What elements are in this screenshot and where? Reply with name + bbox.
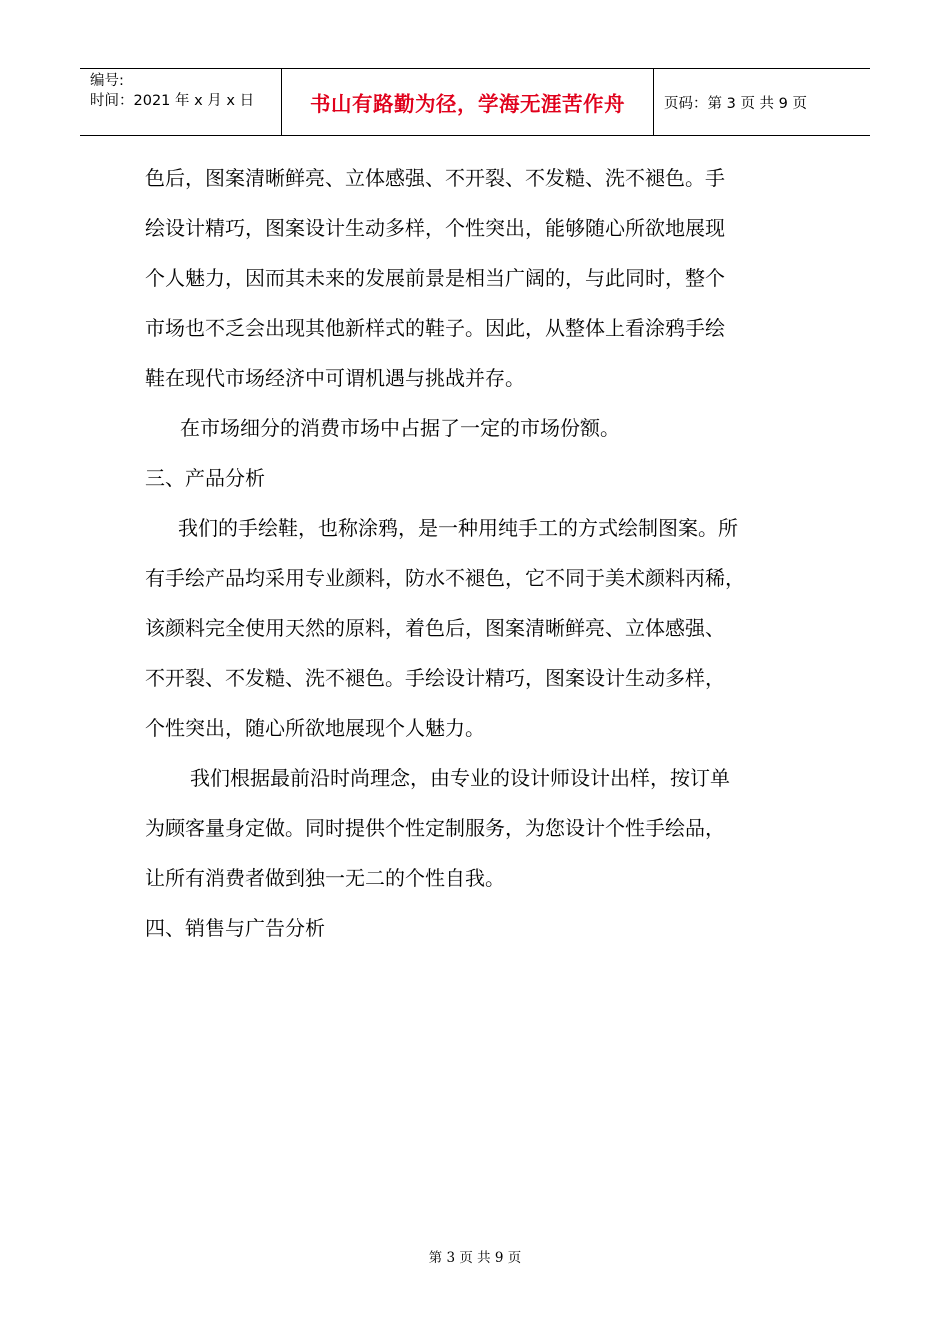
header-meta-cell bbox=[80, 69, 282, 135]
body-line: 有手绘产品均采用专业颜料，防水不褪色，它不同于美术颜料丙稀， bbox=[145, 566, 745, 590]
section-heading-product-analysis: 三、产品分析 bbox=[145, 466, 265, 490]
body-line: 鞋在现代市场经济中可谓机遇与挑战并存。 bbox=[145, 366, 525, 390]
body-line: 该颜料完全使用天然的原料，着色后，图案清晰鲜亮、立体感强、 bbox=[145, 616, 725, 640]
serial-number-label: 编号: bbox=[90, 73, 124, 89]
header-page-code: 页码：第 3 页 共 9 页 bbox=[664, 95, 807, 112]
body-line: 市场也不乏会出现其他新样式的鞋子。因此，从整体上看涂鸦手绘 bbox=[145, 316, 725, 340]
section-heading-sales-advertising: 四、销售与广告分析 bbox=[145, 916, 325, 940]
body-line: 让所有消费者做到独一无二的个性自我。 bbox=[145, 866, 505, 890]
body-line: 个人魅力，因而其未来的发展前景是相当广阔的，与此同时，整个 bbox=[145, 266, 725, 290]
document-header bbox=[80, 68, 870, 136]
body-line: 色后，图案清晰鲜亮、立体感强、不开裂、不发糙、洗不褪色。手 bbox=[145, 166, 725, 190]
body-paragraph-start: 我们的手绘鞋，也称涂鸦，是一种用纯手工的方式绘制图案。所 bbox=[178, 516, 738, 540]
body-line: 不开裂、不发糙、洗不褪色。手绘设计精巧，图案设计生动多样， bbox=[145, 666, 725, 690]
header-motto: 书山有路勤为径，学海无涯苦作舟 bbox=[282, 69, 654, 135]
body-line: 个性突出，随心所欲地展现个人魅力。 bbox=[145, 716, 485, 740]
body-line: 绘设计精巧，图案设计生动多样，个性突出，能够随心所欲地展现 bbox=[145, 216, 725, 240]
body-paragraph-start: 我们根据最前沿时尚理念，由专业的设计师设计出样，按订单 bbox=[190, 766, 730, 790]
date-label: 时间：2021 年 x 月 x 日 bbox=[90, 93, 255, 109]
body-paragraph-start: 在市场细分的消费市场中占据了一定的市场份额。 bbox=[180, 416, 620, 440]
body-line: 为顾客量身定做。同时提供个性定制服务，为您设计个性手绘品， bbox=[145, 816, 725, 840]
page-footer: 第 3 页 共 9 页 bbox=[428, 1250, 522, 1266]
